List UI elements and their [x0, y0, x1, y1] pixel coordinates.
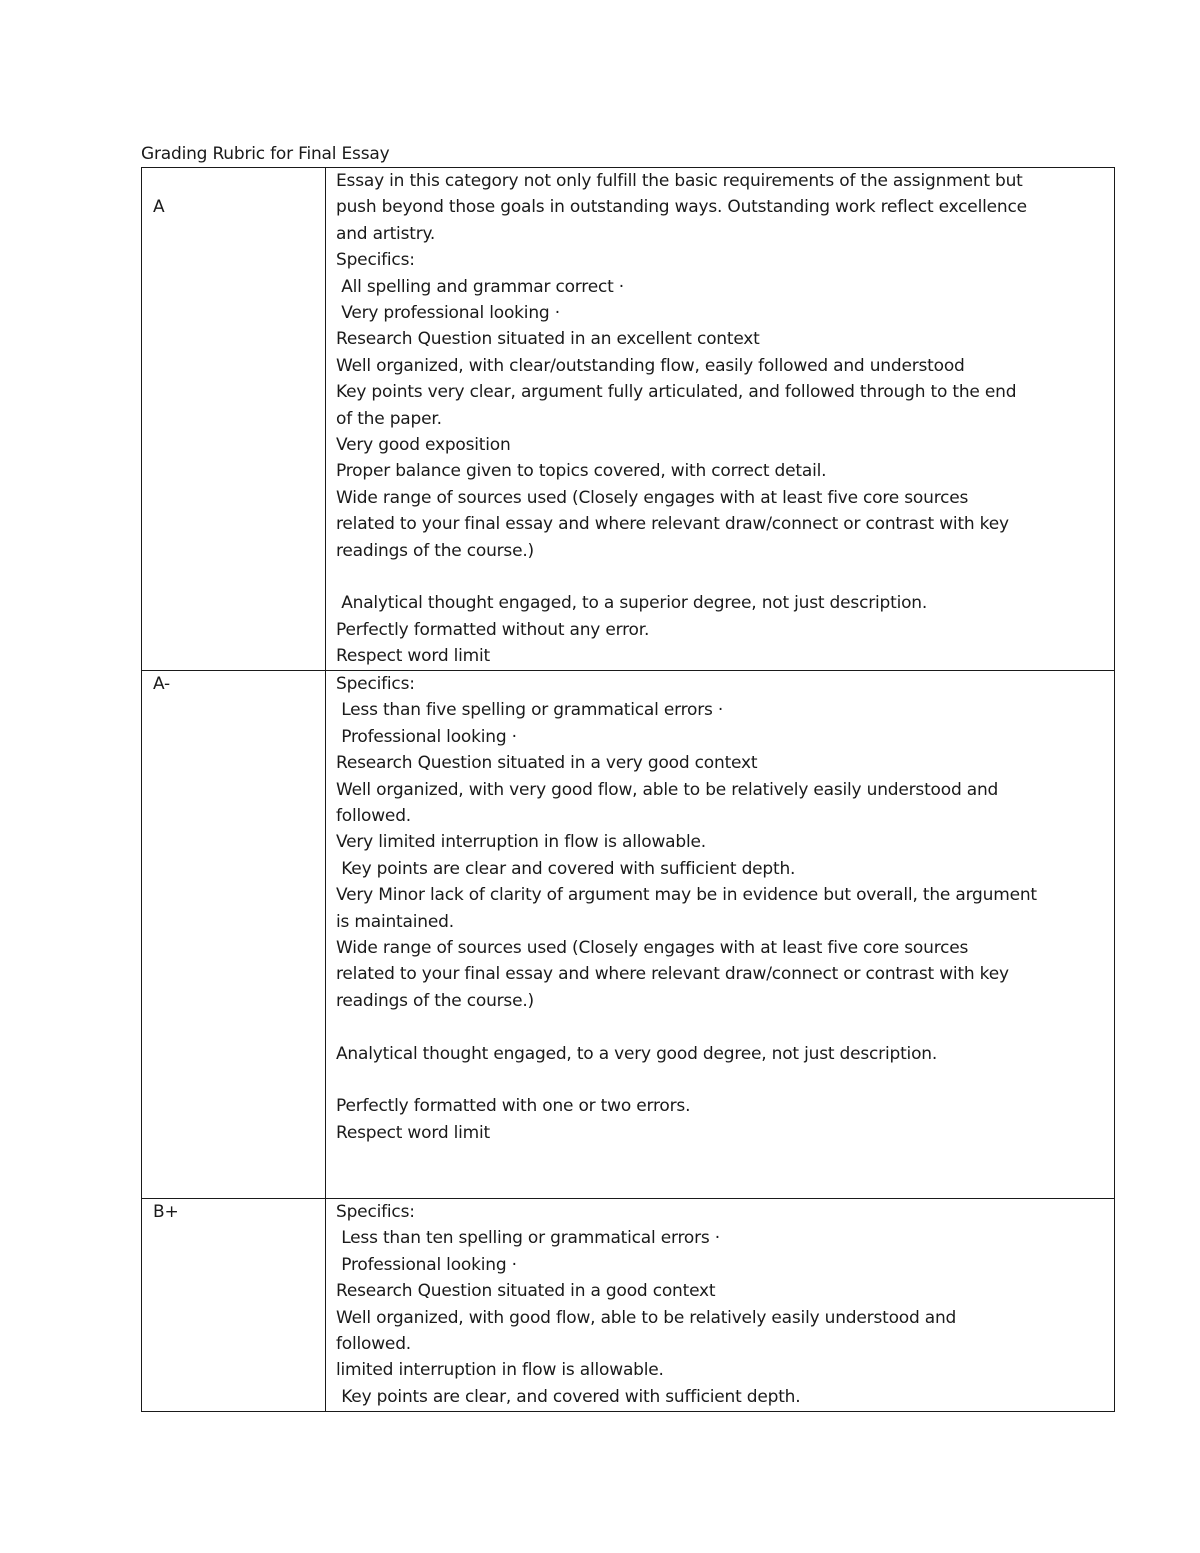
criteria-line: Analytical thought engaged, to a very good degree, not just description. — [336, 1043, 938, 1064]
criteria-line: related to your final essay and where relevant draw/connect or contrast with key — [336, 514, 1009, 535]
rubric-row-a-minus — [142, 671, 1115, 1199]
criteria-line: All spelling and grammar correct · — [336, 276, 624, 297]
criteria-line: followed. — [336, 1334, 411, 1355]
criteria-line: followed. — [336, 806, 411, 827]
criteria-line: of the paper. — [336, 408, 442, 429]
criteria-line: Well organized, with good flow, able to be relatively easily understood and — [336, 1307, 957, 1328]
criteria-line: Perfectly formatted without any error. — [336, 619, 650, 640]
criteria-blank-line — [336, 1067, 1108, 1093]
grade-label-b-plus: B+ — [153, 1202, 179, 1222]
criteria-blank-line — [336, 1014, 1108, 1040]
criteria-line: Less than five spelling or grammatical errors · — [336, 700, 724, 721]
criteria-line: Well organized, with very good flow, able to be relatively easily understood and — [336, 779, 999, 800]
criteria-line: push beyond those goals in outstanding ways. Outstanding work reflect excellence — [336, 197, 1027, 218]
criteria-line: Wide range of sources used (Closely engages with at least five core sources — [336, 938, 969, 959]
criteria-line: Key points very clear, argument fully articulated, and followed through to the end — [336, 382, 1017, 403]
rubric-table — [141, 167, 1115, 1412]
criteria-line: Research Question situated in a good context — [336, 1281, 716, 1302]
criteria-line: Very Minor lack of clarity of argument may be in evidence but overall, the argument — [336, 885, 1037, 906]
grade-cell — [142, 671, 326, 1199]
criteria-cell — [326, 1199, 1115, 1412]
criteria-line: Very professional looking · — [336, 303, 560, 324]
criteria-line: Respect word limit — [336, 646, 491, 667]
criteria-line: Wide range of sources used (Closely engages with at least five core sources — [336, 487, 969, 508]
criteria-line: Respect word limit — [336, 1122, 491, 1143]
criteria-line: Well organized, with clear/outstanding flow, easily followed and understood — [336, 355, 965, 376]
criteria-line: Very good exposition — [336, 435, 511, 456]
criteria-line: Specifics: — [336, 1202, 415, 1222]
criteria-line: is maintained. — [336, 911, 454, 932]
criteria-line: Perfectly formatted with one or two errors. — [336, 1096, 691, 1117]
grade-label-a: A — [153, 197, 165, 218]
criteria-line: Proper balance given to topics covered, with correct detail. — [336, 461, 827, 482]
criteria-line: Research Question situated in a very good context — [336, 753, 758, 774]
criteria-line: Research Question situated in an excellent context — [336, 329, 760, 350]
criteria-line: related to your final essay and where relevant draw/connect or contrast with key — [336, 964, 1009, 985]
criteria-line: Essay in this category not only fulfill the basic requirements of the assignment but — [336, 171, 1023, 191]
criteria-blank-line — [336, 564, 1108, 590]
grade-cell — [142, 1199, 326, 1412]
grade-cell — [142, 168, 326, 671]
criteria-line: Key points are clear and covered with sufficient depth. — [336, 858, 796, 879]
criteria-line: Specifics: — [336, 674, 415, 694]
criteria-line: Specifics: — [336, 250, 415, 271]
rubric-row-b-plus — [142, 1199, 1115, 1412]
criteria-line: Less than ten spelling or grammatical errors · — [336, 1228, 720, 1249]
criteria-cell — [326, 168, 1115, 671]
criteria-line: Analytical thought engaged, to a superior degree, not just description. — [336, 593, 928, 614]
criteria-line: readings of the course.) — [336, 990, 534, 1011]
criteria-cell — [326, 671, 1115, 1199]
criteria-line: Very limited interruption in flow is allowable. — [336, 832, 706, 853]
criteria-line: limited interruption in flow is allowable. — [336, 1360, 664, 1381]
criteria-line: Key points are clear, and covered with sufficient depth. — [336, 1386, 801, 1407]
grade-label-a-minus: A- — [153, 674, 170, 694]
rubric-row-a — [142, 168, 1115, 671]
page-title: Grading Rubric for Final Essay — [141, 144, 390, 164]
criteria-line: and artistry. — [336, 223, 436, 244]
criteria-line: Professional looking · — [336, 1254, 517, 1275]
criteria-line: readings of the course.) — [336, 540, 534, 561]
criteria-line: Professional looking · — [336, 726, 517, 747]
